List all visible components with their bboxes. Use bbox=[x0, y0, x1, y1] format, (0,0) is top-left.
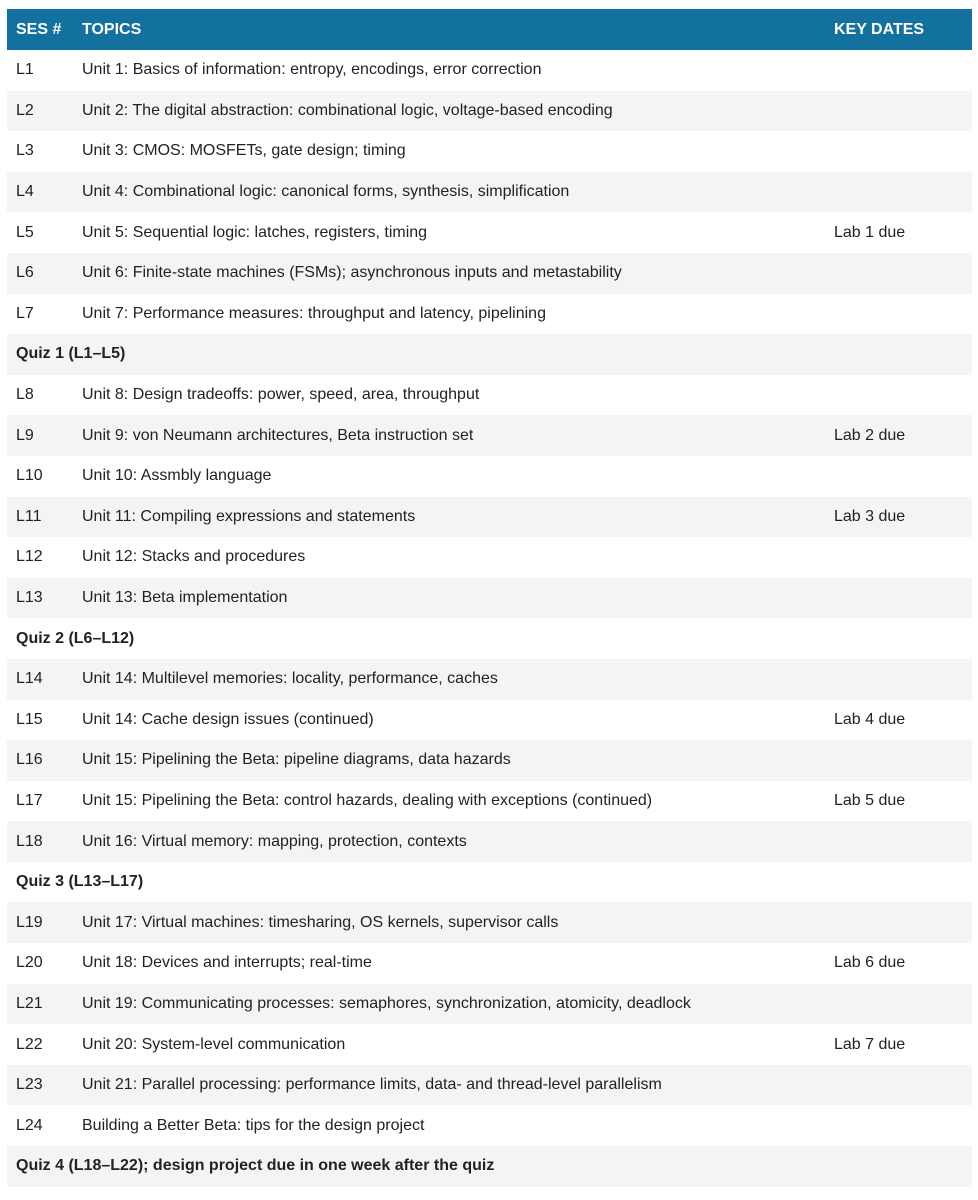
table-row bbox=[7, 172, 972, 213]
session-key-date: Lab 1 due bbox=[825, 212, 972, 253]
table-row bbox=[7, 131, 972, 172]
table-row bbox=[7, 212, 972, 253]
session-key-date: Lab 3 due bbox=[825, 497, 972, 538]
session-topic: Unit 18: Devices and interrupts; real-time bbox=[73, 943, 825, 984]
session-number: L23 bbox=[7, 1065, 73, 1106]
session-topic: Unit 2: The digital abstraction: combinational logic, voltage-based encoding bbox=[73, 91, 825, 132]
session-key-date bbox=[825, 1105, 972, 1146]
table-row bbox=[7, 740, 972, 781]
session-key-date bbox=[825, 740, 972, 781]
session-key-date bbox=[825, 902, 972, 943]
session-number: L14 bbox=[7, 659, 73, 700]
quiz-label: Quiz 2 (L6–L12) bbox=[7, 618, 972, 659]
table-row bbox=[7, 537, 972, 578]
session-number: L21 bbox=[7, 984, 73, 1025]
session-topic: Unit 13: Beta implementation bbox=[73, 578, 825, 619]
table-row bbox=[7, 91, 972, 132]
table-row bbox=[7, 415, 972, 456]
header-ses: SES # bbox=[7, 9, 73, 50]
table-row bbox=[7, 1024, 972, 1065]
session-number: L9 bbox=[7, 415, 73, 456]
session-topic: Unit 5: Sequential logic: latches, registers, timing bbox=[73, 212, 825, 253]
session-topic: Unit 9: von Neumann architectures, Beta instruction set bbox=[73, 415, 825, 456]
session-number: L8 bbox=[7, 375, 73, 416]
table-row bbox=[7, 1065, 972, 1106]
session-number: L12 bbox=[7, 537, 73, 578]
header-topics: TOPICS bbox=[73, 9, 825, 50]
session-key-date: Lab 6 due bbox=[825, 943, 972, 984]
session-key-date: Lab 5 due bbox=[825, 781, 972, 822]
table-row bbox=[7, 821, 972, 862]
session-topic: Unit 1: Basics of information: entropy, encodings, error correction bbox=[73, 50, 825, 91]
session-number: L3 bbox=[7, 131, 73, 172]
session-number: L18 bbox=[7, 821, 73, 862]
session-key-date bbox=[825, 1065, 972, 1106]
session-key-date bbox=[825, 984, 972, 1025]
session-number: L2 bbox=[7, 91, 73, 132]
table-row bbox=[7, 375, 972, 416]
quiz-row bbox=[7, 862, 972, 903]
session-number: L10 bbox=[7, 456, 73, 497]
session-topic: Unit 21: Parallel processing: performance limits, data- and thread-level parallelism bbox=[73, 1065, 825, 1106]
table-body bbox=[7, 50, 972, 1187]
session-key-date bbox=[825, 131, 972, 172]
quiz-row bbox=[7, 618, 972, 659]
session-key-date bbox=[825, 821, 972, 862]
quiz-row bbox=[7, 334, 972, 375]
session-number: L6 bbox=[7, 253, 73, 294]
session-number: L19 bbox=[7, 902, 73, 943]
session-topic: Unit 10: Assmbly language bbox=[73, 456, 825, 497]
table-row bbox=[7, 50, 972, 91]
session-number: L24 bbox=[7, 1105, 73, 1146]
table-row bbox=[7, 1105, 972, 1146]
header-row bbox=[7, 9, 972, 50]
session-key-date bbox=[825, 91, 972, 132]
session-topic: Unit 14: Cache design issues (continued) bbox=[73, 700, 825, 741]
quiz-label: Quiz 3 (L13–L17) bbox=[7, 862, 972, 903]
table-row bbox=[7, 497, 972, 538]
table-row bbox=[7, 984, 972, 1025]
table-row bbox=[7, 578, 972, 619]
session-number: L22 bbox=[7, 1024, 73, 1065]
session-number: L15 bbox=[7, 700, 73, 741]
session-topic: Unit 15: Pipelining the Beta: pipeline diagrams, data hazards bbox=[73, 740, 825, 781]
table-header bbox=[7, 9, 972, 50]
schedule-table bbox=[7, 9, 972, 1187]
session-topic: Unit 8: Design tradeoffs: power, speed, area, throughput bbox=[73, 375, 825, 416]
header-key-dates: KEY DATES bbox=[825, 9, 972, 50]
table-row bbox=[7, 943, 972, 984]
table-row bbox=[7, 659, 972, 700]
session-key-date: Lab 2 due bbox=[825, 415, 972, 456]
session-topic: Unit 15: Pipelining the Beta: control hazards, dealing with exceptions (continued) bbox=[73, 781, 825, 822]
session-topic: Unit 4: Combinational logic: canonical forms, synthesis, simplification bbox=[73, 172, 825, 213]
session-topic: Unit 20: System-level communication bbox=[73, 1024, 825, 1065]
session-number: L5 bbox=[7, 212, 73, 253]
table-row bbox=[7, 294, 972, 335]
session-number: L20 bbox=[7, 943, 73, 984]
session-number: L16 bbox=[7, 740, 73, 781]
session-number: L7 bbox=[7, 294, 73, 335]
quiz-label: Quiz 1 (L1–L5) bbox=[7, 334, 972, 375]
table-row bbox=[7, 902, 972, 943]
quiz-label: Quiz 4 (L18–L22); design project due in one week after the quiz bbox=[7, 1146, 972, 1187]
session-topic: Unit 6: Finite-state machines (FSMs); asynchronous inputs and metastability bbox=[73, 253, 825, 294]
session-key-date bbox=[825, 578, 972, 619]
session-key-date bbox=[825, 375, 972, 416]
session-key-date: Lab 7 due bbox=[825, 1024, 972, 1065]
session-topic: Unit 19: Communicating processes: semaphores, synchronization, atomicity, deadlock bbox=[73, 984, 825, 1025]
session-key-date bbox=[825, 659, 972, 700]
session-topic: Unit 3: CMOS: MOSFETs, gate design; timing bbox=[73, 131, 825, 172]
table-row bbox=[7, 456, 972, 497]
session-key-date bbox=[825, 50, 972, 91]
session-topic: Unit 7: Performance measures: throughput and latency, pipelining bbox=[73, 294, 825, 335]
session-topic: Unit 11: Compiling expressions and statements bbox=[73, 497, 825, 538]
table-row bbox=[7, 781, 972, 822]
table-row bbox=[7, 700, 972, 741]
session-topic: Unit 14: Multilevel memories: locality, performance, caches bbox=[73, 659, 825, 700]
session-key-date bbox=[825, 253, 972, 294]
quiz-row bbox=[7, 1146, 972, 1187]
session-number: L1 bbox=[7, 50, 73, 91]
table-row bbox=[7, 253, 972, 294]
session-topic: Building a Better Beta: tips for the design project bbox=[73, 1105, 825, 1146]
session-number: L13 bbox=[7, 578, 73, 619]
session-number: L11 bbox=[7, 497, 73, 538]
session-number: L17 bbox=[7, 781, 73, 822]
session-number: L4 bbox=[7, 172, 73, 213]
session-key-date bbox=[825, 537, 972, 578]
session-topic: Unit 12: Stacks and procedures bbox=[73, 537, 825, 578]
session-key-date bbox=[825, 294, 972, 335]
session-key-date bbox=[825, 456, 972, 497]
session-key-date bbox=[825, 172, 972, 213]
session-topic: Unit 17: Virtual machines: timesharing, OS kernels, supervisor calls bbox=[73, 902, 825, 943]
session-key-date: Lab 4 due bbox=[825, 700, 972, 741]
session-topic: Unit 16: Virtual memory: mapping, protection, contexts bbox=[73, 821, 825, 862]
